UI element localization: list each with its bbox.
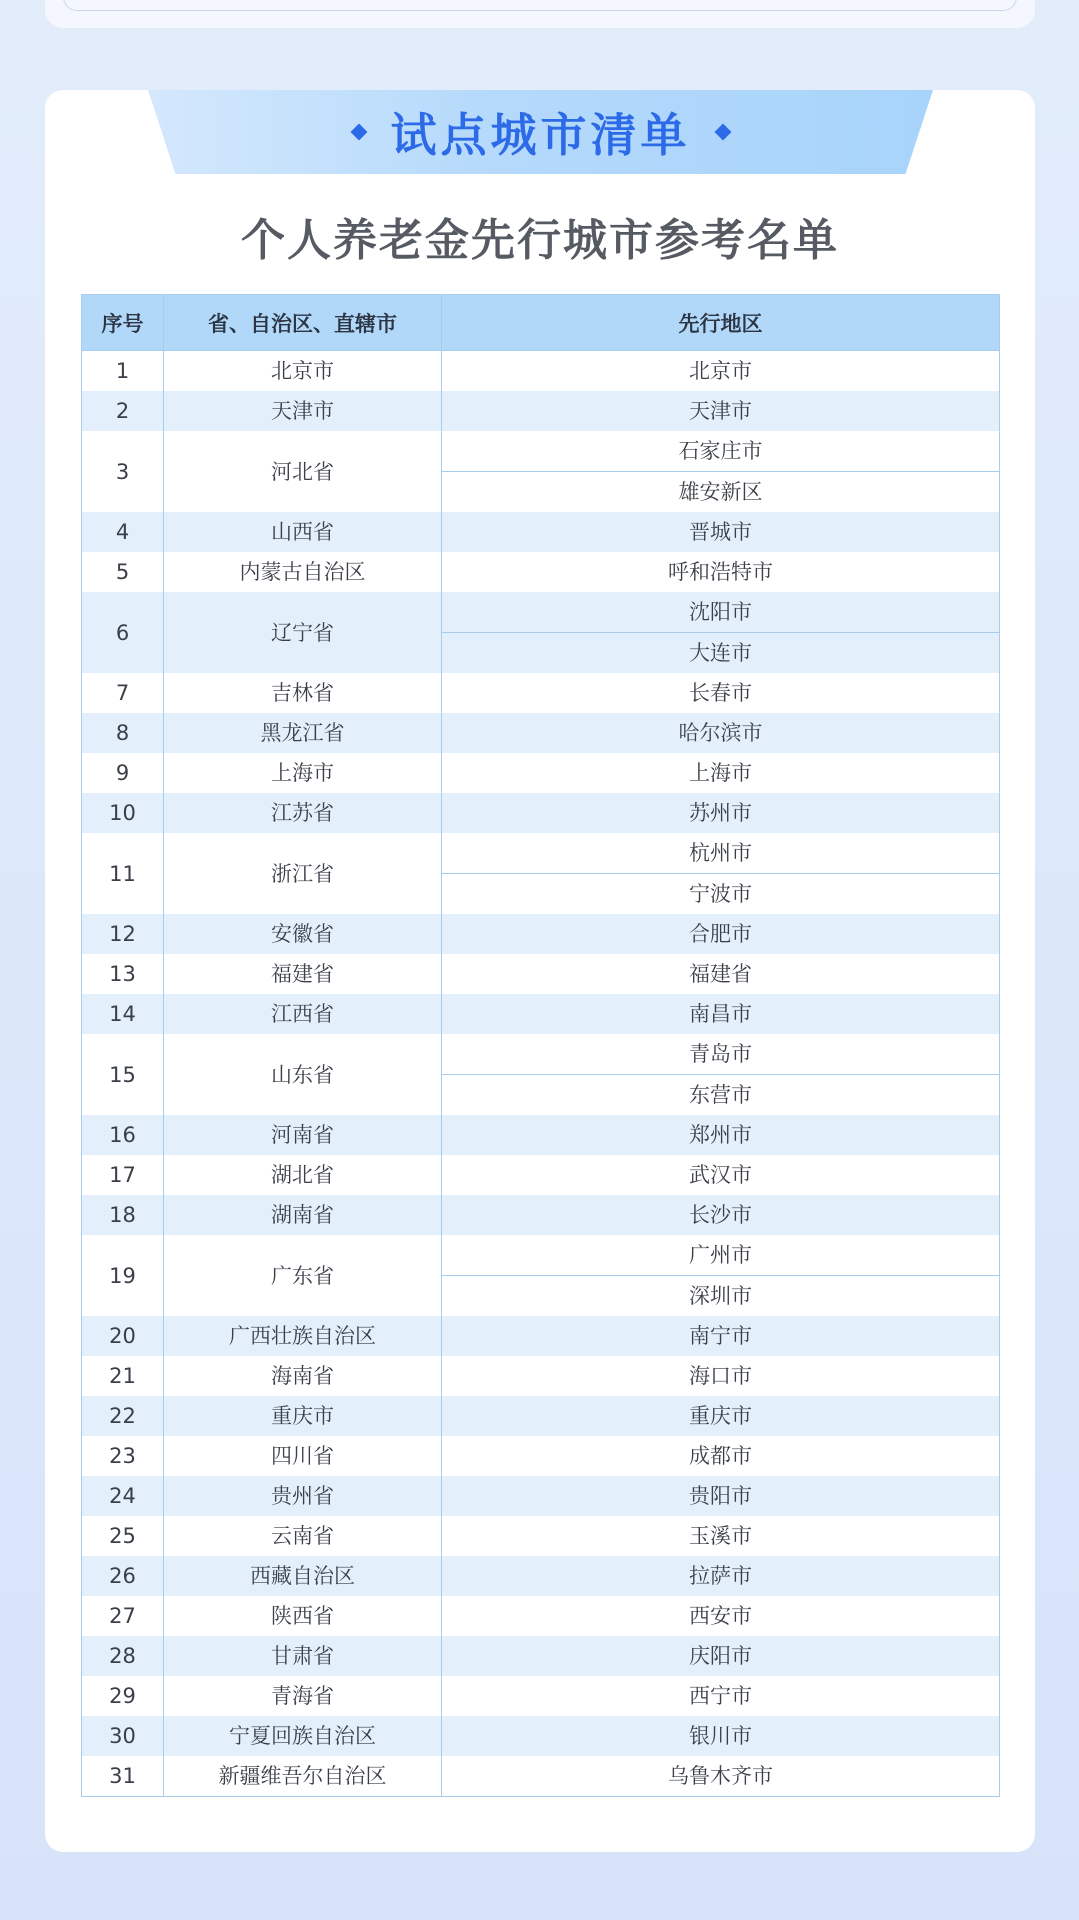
previous-section-frame bbox=[63, 0, 1017, 11]
previous-section-card bbox=[45, 0, 1035, 28]
table-row bbox=[82, 1155, 1000, 1195]
table-row bbox=[82, 431, 1000, 472]
table-row bbox=[82, 1516, 1000, 1556]
diamond-icon bbox=[714, 124, 731, 141]
row-pilot-area: 乌鲁木齐市 bbox=[442, 1756, 1000, 1797]
row-pilot-area: 雄安新区 bbox=[442, 472, 1000, 513]
row-province: 湖南省 bbox=[164, 1195, 442, 1235]
row-province: 云南省 bbox=[164, 1516, 442, 1556]
table-header-row bbox=[82, 295, 1000, 351]
row-number: 1 bbox=[82, 351, 164, 392]
row-pilot-area: 晋城市 bbox=[442, 512, 1000, 552]
table-body bbox=[82, 351, 1000, 1797]
pilot-city-table bbox=[81, 294, 1000, 1797]
row-province: 甘肃省 bbox=[164, 1636, 442, 1676]
row-pilot-area: 上海市 bbox=[442, 753, 1000, 793]
row-pilot-area: 重庆市 bbox=[442, 1396, 1000, 1436]
row-number: 2 bbox=[82, 391, 164, 431]
row-province: 上海市 bbox=[164, 753, 442, 793]
row-number: 19 bbox=[82, 1235, 164, 1316]
row-pilot-area: 长春市 bbox=[442, 673, 1000, 713]
row-province: 湖北省 bbox=[164, 1155, 442, 1195]
row-pilot-area: 拉萨市 bbox=[442, 1556, 1000, 1596]
table-row bbox=[82, 552, 1000, 592]
row-pilot-area: 庆阳市 bbox=[442, 1636, 1000, 1676]
row-pilot-area: 苏州市 bbox=[442, 793, 1000, 833]
row-pilot-area: 东营市 bbox=[442, 1075, 1000, 1116]
row-number: 31 bbox=[82, 1756, 164, 1797]
table-row bbox=[82, 1596, 1000, 1636]
row-pilot-area: 长沙市 bbox=[442, 1195, 1000, 1235]
table-row bbox=[82, 1476, 1000, 1516]
row-province: 陕西省 bbox=[164, 1596, 442, 1636]
row-number: 23 bbox=[82, 1436, 164, 1476]
header-province: 省、自治区、直辖市 bbox=[164, 295, 442, 351]
table-row bbox=[82, 391, 1000, 431]
table-row bbox=[82, 1436, 1000, 1476]
row-province: 海南省 bbox=[164, 1356, 442, 1396]
table-row bbox=[82, 1356, 1000, 1396]
row-number: 12 bbox=[82, 914, 164, 954]
row-pilot-area: 天津市 bbox=[442, 391, 1000, 431]
row-province: 浙江省 bbox=[164, 833, 442, 914]
row-number: 13 bbox=[82, 954, 164, 994]
row-number: 14 bbox=[82, 994, 164, 1034]
header-pilot-area: 先行地区 bbox=[442, 295, 1000, 351]
row-pilot-area: 南昌市 bbox=[442, 994, 1000, 1034]
header-number: 序号 bbox=[82, 295, 164, 351]
row-pilot-area: 北京市 bbox=[442, 351, 1000, 392]
row-pilot-area: 银川市 bbox=[442, 1716, 1000, 1756]
diamond-icon bbox=[350, 124, 367, 141]
row-pilot-area: 合肥市 bbox=[442, 914, 1000, 954]
row-province: 重庆市 bbox=[164, 1396, 442, 1436]
table-row bbox=[82, 954, 1000, 994]
row-number: 20 bbox=[82, 1316, 164, 1356]
row-number: 10 bbox=[82, 793, 164, 833]
list-title: 个人养老金先行城市参考名单 bbox=[241, 215, 839, 266]
row-pilot-area: 杭州市 bbox=[442, 833, 1000, 874]
row-province: 吉林省 bbox=[164, 673, 442, 713]
row-pilot-area: 广州市 bbox=[442, 1235, 1000, 1276]
row-number: 28 bbox=[82, 1636, 164, 1676]
row-number: 25 bbox=[82, 1516, 164, 1556]
row-pilot-area: 石家庄市 bbox=[442, 431, 1000, 472]
row-number: 8 bbox=[82, 713, 164, 753]
row-pilot-area: 西宁市 bbox=[442, 1676, 1000, 1716]
row-number: 22 bbox=[82, 1396, 164, 1436]
table-row bbox=[82, 1034, 1000, 1075]
table-row bbox=[82, 512, 1000, 552]
row-pilot-area: 哈尔滨市 bbox=[442, 713, 1000, 753]
row-number: 5 bbox=[82, 552, 164, 592]
row-province: 福建省 bbox=[164, 954, 442, 994]
table-row bbox=[82, 914, 1000, 954]
row-province: 山西省 bbox=[164, 512, 442, 552]
row-number: 15 bbox=[82, 1034, 164, 1115]
row-province: 江西省 bbox=[164, 994, 442, 1034]
table-row bbox=[82, 1676, 1000, 1716]
row-province: 广东省 bbox=[164, 1235, 442, 1316]
row-number: 30 bbox=[82, 1716, 164, 1756]
table-row bbox=[82, 1556, 1000, 1596]
table-row bbox=[82, 994, 1000, 1034]
row-number: 9 bbox=[82, 753, 164, 793]
table-row bbox=[82, 833, 1000, 874]
row-number: 3 bbox=[82, 431, 164, 512]
table-row bbox=[82, 753, 1000, 793]
table-row bbox=[82, 592, 1000, 633]
table-row bbox=[82, 1115, 1000, 1155]
row-number: 21 bbox=[82, 1356, 164, 1396]
row-number: 26 bbox=[82, 1556, 164, 1596]
banner-title-text: 试点城市清单 bbox=[390, 108, 691, 162]
row-pilot-area: 大连市 bbox=[442, 633, 1000, 674]
table-row bbox=[82, 793, 1000, 833]
row-pilot-area: 福建省 bbox=[442, 954, 1000, 994]
table-row bbox=[82, 713, 1000, 753]
row-pilot-area: 呼和浩特市 bbox=[442, 552, 1000, 592]
row-province: 黑龙江省 bbox=[164, 713, 442, 753]
row-province: 河北省 bbox=[164, 431, 442, 512]
table-row bbox=[82, 1716, 1000, 1756]
row-province: 河南省 bbox=[164, 1115, 442, 1155]
row-pilot-area: 武汉市 bbox=[442, 1155, 1000, 1195]
row-province: 新疆维吾尔自治区 bbox=[164, 1756, 442, 1797]
row-pilot-area: 成都市 bbox=[442, 1436, 1000, 1476]
row-pilot-area: 郑州市 bbox=[442, 1115, 1000, 1155]
row-number: 6 bbox=[82, 592, 164, 673]
row-number: 16 bbox=[82, 1115, 164, 1155]
row-pilot-area: 深圳市 bbox=[442, 1276, 1000, 1317]
row-number: 27 bbox=[82, 1596, 164, 1636]
row-number: 4 bbox=[82, 512, 164, 552]
row-number: 11 bbox=[82, 833, 164, 914]
row-province: 内蒙古自治区 bbox=[164, 552, 442, 592]
row-pilot-area: 贵阳市 bbox=[442, 1476, 1000, 1516]
row-number: 18 bbox=[82, 1195, 164, 1235]
row-pilot-area: 宁波市 bbox=[442, 874, 1000, 915]
row-number: 17 bbox=[82, 1155, 164, 1195]
row-pilot-area: 沈阳市 bbox=[442, 592, 1000, 633]
row-province: 天津市 bbox=[164, 391, 442, 431]
row-province: 贵州省 bbox=[164, 1476, 442, 1516]
row-province: 安徽省 bbox=[164, 914, 442, 954]
row-province: 山东省 bbox=[164, 1034, 442, 1115]
table-row bbox=[82, 1235, 1000, 1276]
row-pilot-area: 南宁市 bbox=[442, 1316, 1000, 1356]
row-province: 辽宁省 bbox=[164, 592, 442, 673]
row-number: 7 bbox=[82, 673, 164, 713]
table-row bbox=[82, 1636, 1000, 1676]
section-banner-title bbox=[148, 90, 933, 174]
table-row bbox=[82, 673, 1000, 713]
row-pilot-area: 玉溪市 bbox=[442, 1516, 1000, 1556]
row-pilot-area: 海口市 bbox=[442, 1356, 1000, 1396]
row-pilot-area: 西安市 bbox=[442, 1596, 1000, 1636]
row-number: 24 bbox=[82, 1476, 164, 1516]
row-number: 29 bbox=[82, 1676, 164, 1716]
row-pilot-area: 青岛市 bbox=[442, 1034, 1000, 1075]
table-row bbox=[82, 1195, 1000, 1235]
table-row bbox=[82, 1756, 1000, 1797]
table-row bbox=[82, 351, 1000, 392]
row-province: 西藏自治区 bbox=[164, 1556, 442, 1596]
row-province: 四川省 bbox=[164, 1436, 442, 1476]
table-row bbox=[82, 1316, 1000, 1356]
row-province: 广西壮族自治区 bbox=[164, 1316, 442, 1356]
row-province: 宁夏回族自治区 bbox=[164, 1716, 442, 1756]
table-row bbox=[82, 1396, 1000, 1436]
row-province: 北京市 bbox=[164, 351, 442, 392]
row-province: 江苏省 bbox=[164, 793, 442, 833]
row-province: 青海省 bbox=[164, 1676, 442, 1716]
